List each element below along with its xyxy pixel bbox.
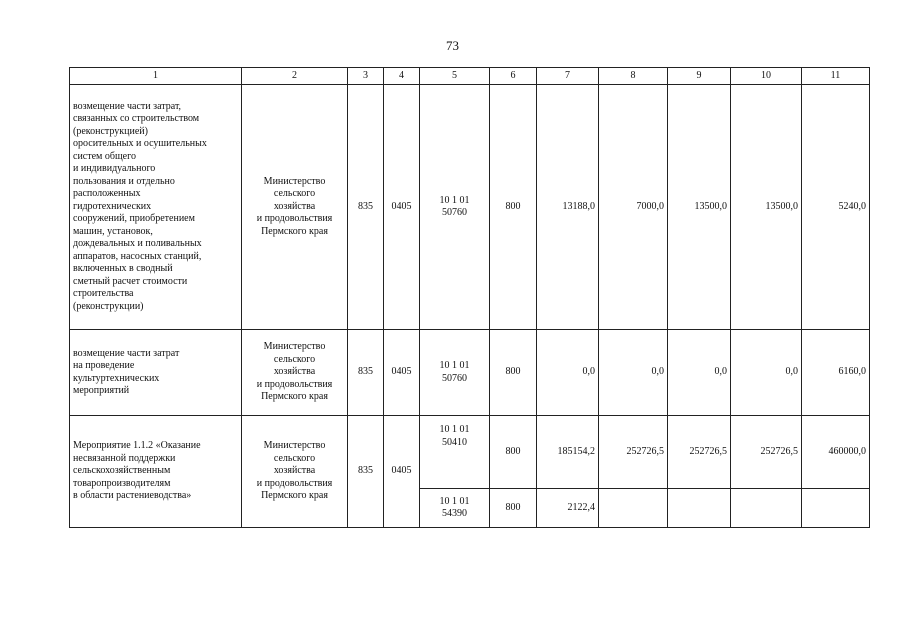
value-cell: 6160,0 — [802, 330, 870, 416]
ministry-cell: Министерство сельского хозяйства и продовольствия Пермского края — [242, 85, 348, 330]
description-cell: возмещение части затрат на проведение культуртехнических мероприятий — [70, 330, 242, 416]
target-article-cell: 10 1 01 50410 — [420, 416, 490, 489]
value-cell: 252726,5 — [731, 416, 802, 489]
header-cell: 10 — [731, 68, 802, 85]
header-cell: 3 — [348, 68, 384, 85]
header-cell: 8 — [599, 68, 668, 85]
code-cell: 835 — [348, 416, 384, 528]
budget-table — [69, 67, 870, 528]
header-cell: 1 — [70, 68, 242, 85]
expense-type-cell: 800 — [490, 85, 537, 330]
page-number: 73 — [446, 38, 459, 53]
value-cell — [599, 489, 668, 528]
value-cell: 185154,2 — [537, 416, 599, 489]
header-cell: 2 — [242, 68, 348, 85]
value-cell — [731, 489, 802, 528]
value-cell: 460000,0 — [802, 416, 870, 489]
table-row — [70, 85, 870, 330]
value-cell: 7000,0 — [599, 85, 668, 330]
value-cell: 13500,0 — [731, 85, 802, 330]
target-article-cell: 10 1 01 50760 — [420, 85, 490, 330]
value-cell: 2122,4 — [537, 489, 599, 528]
header-cell: 7 — [537, 68, 599, 85]
target-article-cell: 10 1 01 50760 — [420, 330, 490, 416]
header-cell: 4 — [384, 68, 420, 85]
expense-type-cell: 800 — [490, 489, 537, 528]
value-cell — [668, 489, 731, 528]
section-cell: 0405 — [384, 330, 420, 416]
header-cell: 11 — [802, 68, 870, 85]
value-cell: 0,0 — [537, 330, 599, 416]
expense-type-cell: 800 — [490, 330, 537, 416]
value-cell: 5240,0 — [802, 85, 870, 330]
target-article-cell: 10 1 01 54390 — [420, 489, 490, 528]
table-row — [70, 330, 870, 416]
ministry-cell: Министерство сельского хозяйства и продовольствия Пермского края — [242, 330, 348, 416]
table-row — [70, 416, 870, 489]
description-cell: Мероприятие 1.1.2 «Оказание несвязанной поддержки сельскохозяйственным товаропроизводителям в области растениеводства» — [70, 416, 242, 528]
ministry-cell: Министерство сельского хозяйства и продовольствия Пермского края — [242, 416, 348, 528]
header-cell: 5 — [420, 68, 490, 85]
value-cell: 252726,5 — [668, 416, 731, 489]
value-cell: 0,0 — [731, 330, 802, 416]
section-cell: 0405 — [384, 416, 420, 528]
value-cell — [802, 489, 870, 528]
header-cell: 6 — [490, 68, 537, 85]
code-cell: 835 — [348, 330, 384, 416]
value-cell: 0,0 — [599, 330, 668, 416]
code-cell: 835 — [348, 85, 384, 330]
expense-type-cell: 800 — [490, 416, 537, 489]
description-cell: возмещение части затрат, связанных со строительством (реконструкцией) оросительных и осушительных систем общего и индивидуального пользования и отдельно расположенных гидротехнических сооружений, приобретением машин, установок, дождевальных и поливальных аппаратов, насосных станций, включенных в сводный сметный расчет стоимости строительства (реконструкции) — [70, 85, 242, 330]
header-row — [70, 68, 870, 85]
value-cell: 252726,5 — [599, 416, 668, 489]
value-cell: 13188,0 — [537, 85, 599, 330]
header-cell: 9 — [668, 68, 731, 85]
value-cell: 0,0 — [668, 330, 731, 416]
value-cell: 13500,0 — [668, 85, 731, 330]
section-cell: 0405 — [384, 85, 420, 330]
